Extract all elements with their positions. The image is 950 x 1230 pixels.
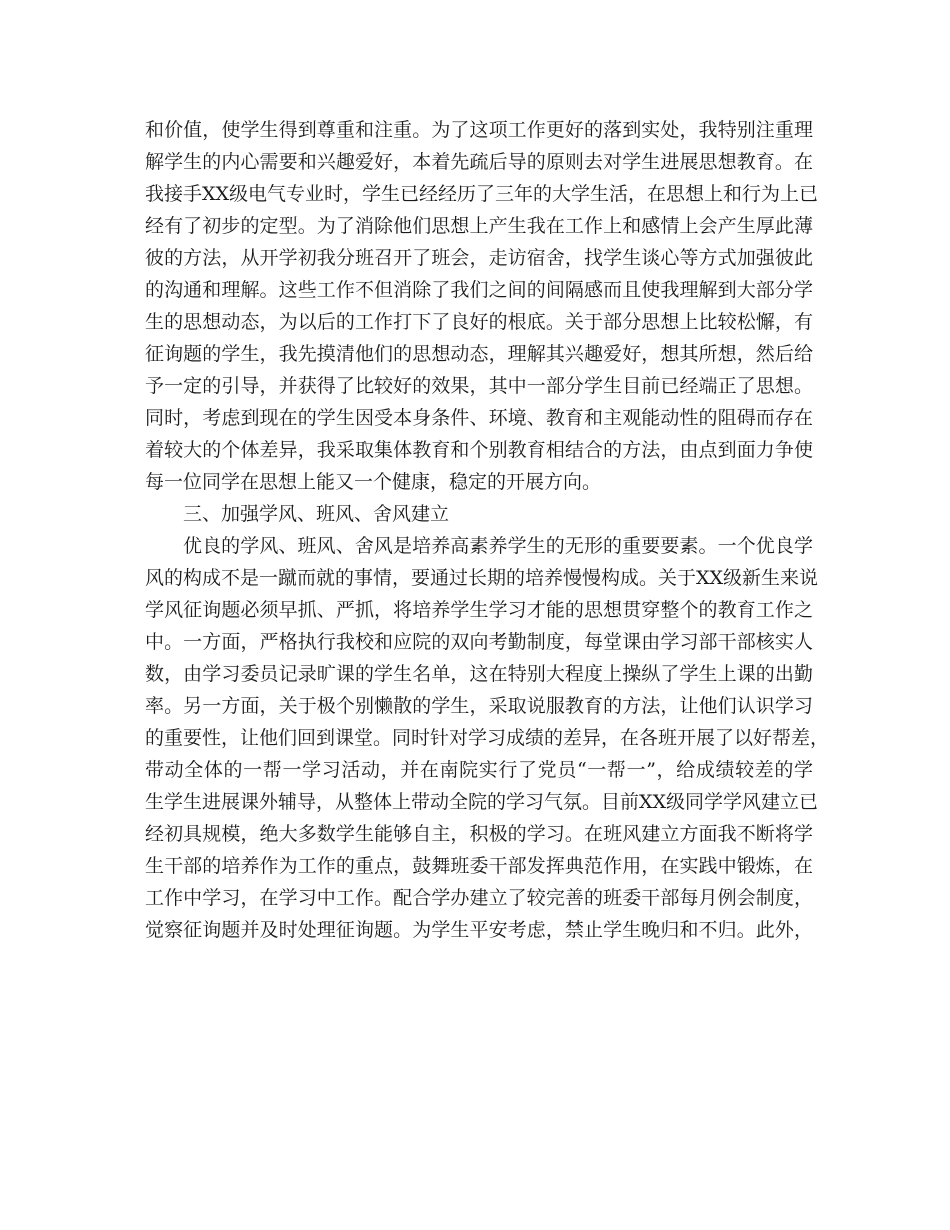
text-line: 每一位同学在思想上能又一个健康，稳定的开展方向。	[145, 471, 602, 493]
text-line: 生学生进展课外辅导，从整体上带动全院的学习气氛。目前XX级同学学风建立已	[145, 791, 819, 813]
text-line: 的重要性，让他们回到课堂。同时针对学习成绩的差异，在各班开展了以好帮差，	[145, 727, 830, 749]
text-line: 经有了初步的定型。为了消除他们思想上产生我在工作上和感情上会产生厚此薄	[145, 215, 813, 237]
text-line: 的沟通和理解。这些工作不但消除了我们之间的间隔感而且使我理解到大部分学	[145, 279, 813, 301]
text-line: 着较大的个体差异，我采取集体教育和个别教育相结合的方法，由点到面力争使	[145, 439, 813, 461]
text-line: 予一定的引导，并获得了比较好的效果，其中一部分学生目前已经端正了思想。	[145, 375, 813, 397]
text-line: 生干部的培养作为工作的重点，鼓舞班委干部发挥典范作用，在实践中锻炼，在	[145, 855, 813, 877]
text-line: 生的思想动态，为以后的工作打下了良好的根底。关于部分思想上比较松懈，有	[145, 311, 813, 333]
text-line: 和价值，使学生得到尊重和注重。为了这项工作更好的落到实处，我特别注重理	[145, 119, 813, 141]
text-line: 彼的方法，从开学初我分班召开了班会，走访宿舍，找学生谈心等方式加强彼此	[145, 247, 813, 269]
document-body	[145, 114, 830, 946]
text-line: 风的构成不是一蹴而就的事情，要通过长期的培养慢慢构成。关于XX级新生来说	[145, 567, 819, 589]
text-line: 中。一方面，严格执行我校和应院的双向考勤制度，每堂课由学习部干部核实人	[145, 631, 813, 653]
text-line: 带动全体的一帮一学习活动，并在南院实行了党员“一帮一”，给成绩较差的学	[145, 759, 813, 781]
text-line: 同时，考虑到现在的学生因受本身条件、环境、教育和主观能动性的阻碍而存在	[145, 407, 813, 429]
text-line: 学风征询题必须早抓、严抓，将培养学生学习才能的思想贯穿整个的教育工作之	[145, 599, 813, 621]
text-line: 数，由学习委员记录旷课的学生名单，这在特别大程度上操纵了学生上课的出勤	[145, 663, 813, 685]
text-line: 工作中学习，在学习中工作。配合学办建立了较完善的班委干部每月例会制度，	[145, 887, 813, 909]
text-line: 经初具规模，绝大多数学生能够自主，积极的学习。在班风建立方面我不断将学	[145, 823, 813, 845]
section-heading: 三、加强学风、班风、舍风建立	[183, 503, 450, 525]
text-line: 优良的学风、班风、舍风是培养高素养学生的无形的重要要素。一个优良学	[183, 535, 813, 557]
text-line: 征询题的学生，我先摸清他们的思想动态，理解其兴趣爱好，想其所想，然后给	[145, 343, 813, 365]
text-line: 我接手XX级电气专业时，学生已经经历了三年的大学生活，在思想上和行为上已	[145, 183, 819, 205]
text-line: 解学生的内心需要和兴趣爱好，本着先疏后导的原则去对学生进展思想教育。在	[145, 151, 813, 173]
text-line: 率。另一方面，关于极个别懒散的学生，采取说服教育的方法，让他们认识学习	[145, 695, 813, 717]
text-line: 觉察征询题并及时处理征询题。为学生平安考虑，禁止学生晚归和不归。此外，	[145, 919, 813, 941]
